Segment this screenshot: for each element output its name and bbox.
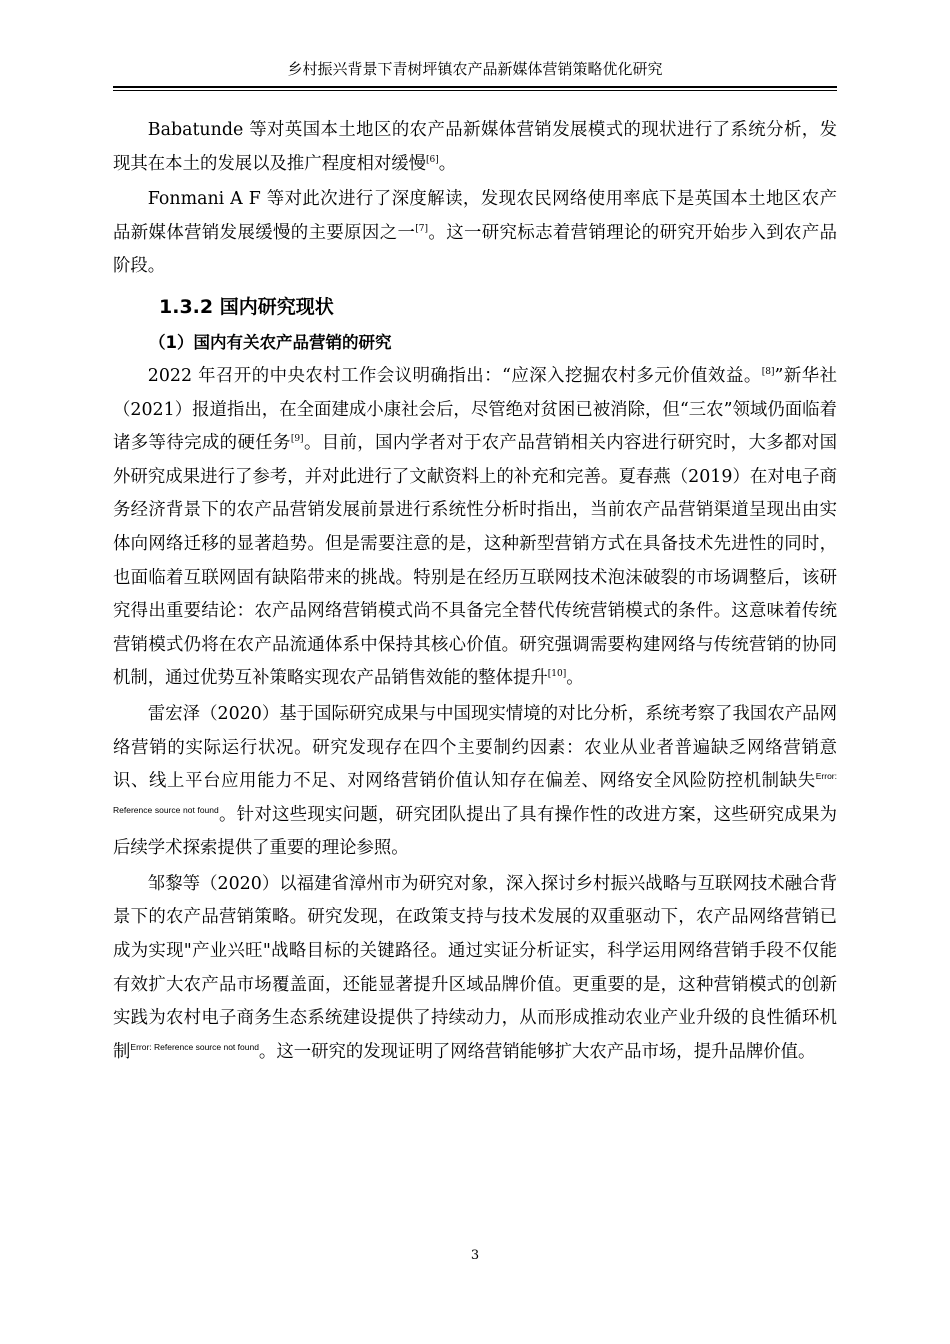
paragraph-text: Babatunde 等对英国本土地区的农产品新媒体营销发展模式的现状进行了系统分析，发现其在本土的发展以及推广程度相对缓慢: [113, 120, 837, 174]
paragraph-text: 邹黎等（2020）以福建省漳州市为研究对象，深入探讨乡村振兴战略与互联网技术融合背景下的农产品营销策略。研究发现，在政策支持与技术发展的双重驱动下，农产品网络营销已成为实现"产业兴旺"战略目标的关键路径。通过实证分析证实，科学运用网络营销手段不仅能有效扩大农产品市场覆盖面，还能显著提升区域品牌价值。更重要的是，这种营销模式的创新实践为农村电子商务生态系统建设提供了持续动力，从而形成推动农业产业升级的良性循环机制: [113, 873, 837, 1062]
paragraph-text: Fonmani A F 等对此次进行了深度解读，发现农民网络使用率底下是英国本土地区农产品新媒体营销发展缓慢的主要原因之一: [113, 189, 837, 243]
section-heading: 1.3.2 国内研究现状: [159, 295, 334, 318]
page-body: [113, 114, 837, 1071]
paragraph-babatunde: [113, 114, 837, 181]
paragraph-zou-li: [113, 868, 837, 1070]
paragraph-text: 。针对这些现实问题，研究团队提出了具有操作性的改进方案，这些研究成果为后续学术探索提供了重要的理论参照。: [113, 804, 837, 859]
paragraph-text: 2022 年召开的中央农村工作会议明确指出：“应深入挖掘农村多元价值效益。: [147, 365, 762, 386]
paragraph-text: ”新华社（2021）报道指出，在全面建成小康社会后，尽管绝对贫困已被消除，但“三农”领域仍面临着诸多等待完成的硬任务: [113, 365, 837, 454]
citation: [9]: [290, 434, 304, 445]
citation: [7]: [415, 223, 429, 234]
citation: [6]: [426, 154, 439, 165]
paragraph-text: 。这一研究的发现证明了网络营销能够扩大农产品市场，提升品牌价值。: [258, 1041, 816, 1062]
reference-error: Error: Reference source not found: [130, 1041, 259, 1052]
reference-error: Error: Reference source not found: [113, 771, 837, 815]
citation: [8]: [761, 366, 775, 377]
header-rule-thick: [113, 86, 837, 88]
paragraph-domestic-overview: [113, 360, 837, 696]
subsection-heading: （1）国内有关农产品营销的研究: [149, 332, 392, 352]
paragraph-text: 。这一研究标志着营销理论的研究开始步入到农产品阶段。: [113, 222, 837, 277]
citation: [10]: [547, 669, 567, 680]
paragraph-lei-hongze: [113, 698, 837, 866]
paragraph-text: 。目前，国内学者对于农产品营销相关内容进行研究时，大多都对国外研究成果进行了参考，并对此进行了文献资料上的补充和完善。夏春燕（2019）在对电子商务经济背景下的农产品营销发展前景进行系统性分析时指出，当前农产品营销渠道呈现出由实体向网络迁移的显著趋势。但是需要注意的是，这种新型营销方式在具备技术先进性的同时，也面临着互联网固有缺陷带来的挑战。特别是在经历互联网技术泡沫破裂的市场调整后，该研究得出重要结论：农产品网络营销模式尚不具备完全替代传统营销模式的条件。这意味着传统营销模式仍将在农产品流通体系中保持其核心价值。研究强调需要构建网络与传统营销的协同机制，通过优势互补策略实现农产品销售效能的整体提升: [113, 433, 837, 689]
page-number: 3: [470, 1248, 480, 1263]
paragraph-text: 。: [566, 668, 584, 689]
paragraph-fonmani: [113, 183, 837, 284]
paragraph-text: 雷宏泽（2020）基于国际研究成果与中国现实情境的对比分析，系统考察了我国农产品网络营销的实际运行状况。研究发现存在四个主要制约因素：农业从业者普遍缺乏网络营销意识、线上平台应用能力不足、对网络营销价值认知存在偏差、网络安全风险防控机制缺失: [113, 703, 837, 792]
paragraph-text: 。: [438, 153, 457, 174]
running-header: 乡村振兴背景下青树坪镇农产品新媒体营销策略优化研究: [287, 60, 663, 78]
header-rule-thin: [113, 90, 837, 91]
